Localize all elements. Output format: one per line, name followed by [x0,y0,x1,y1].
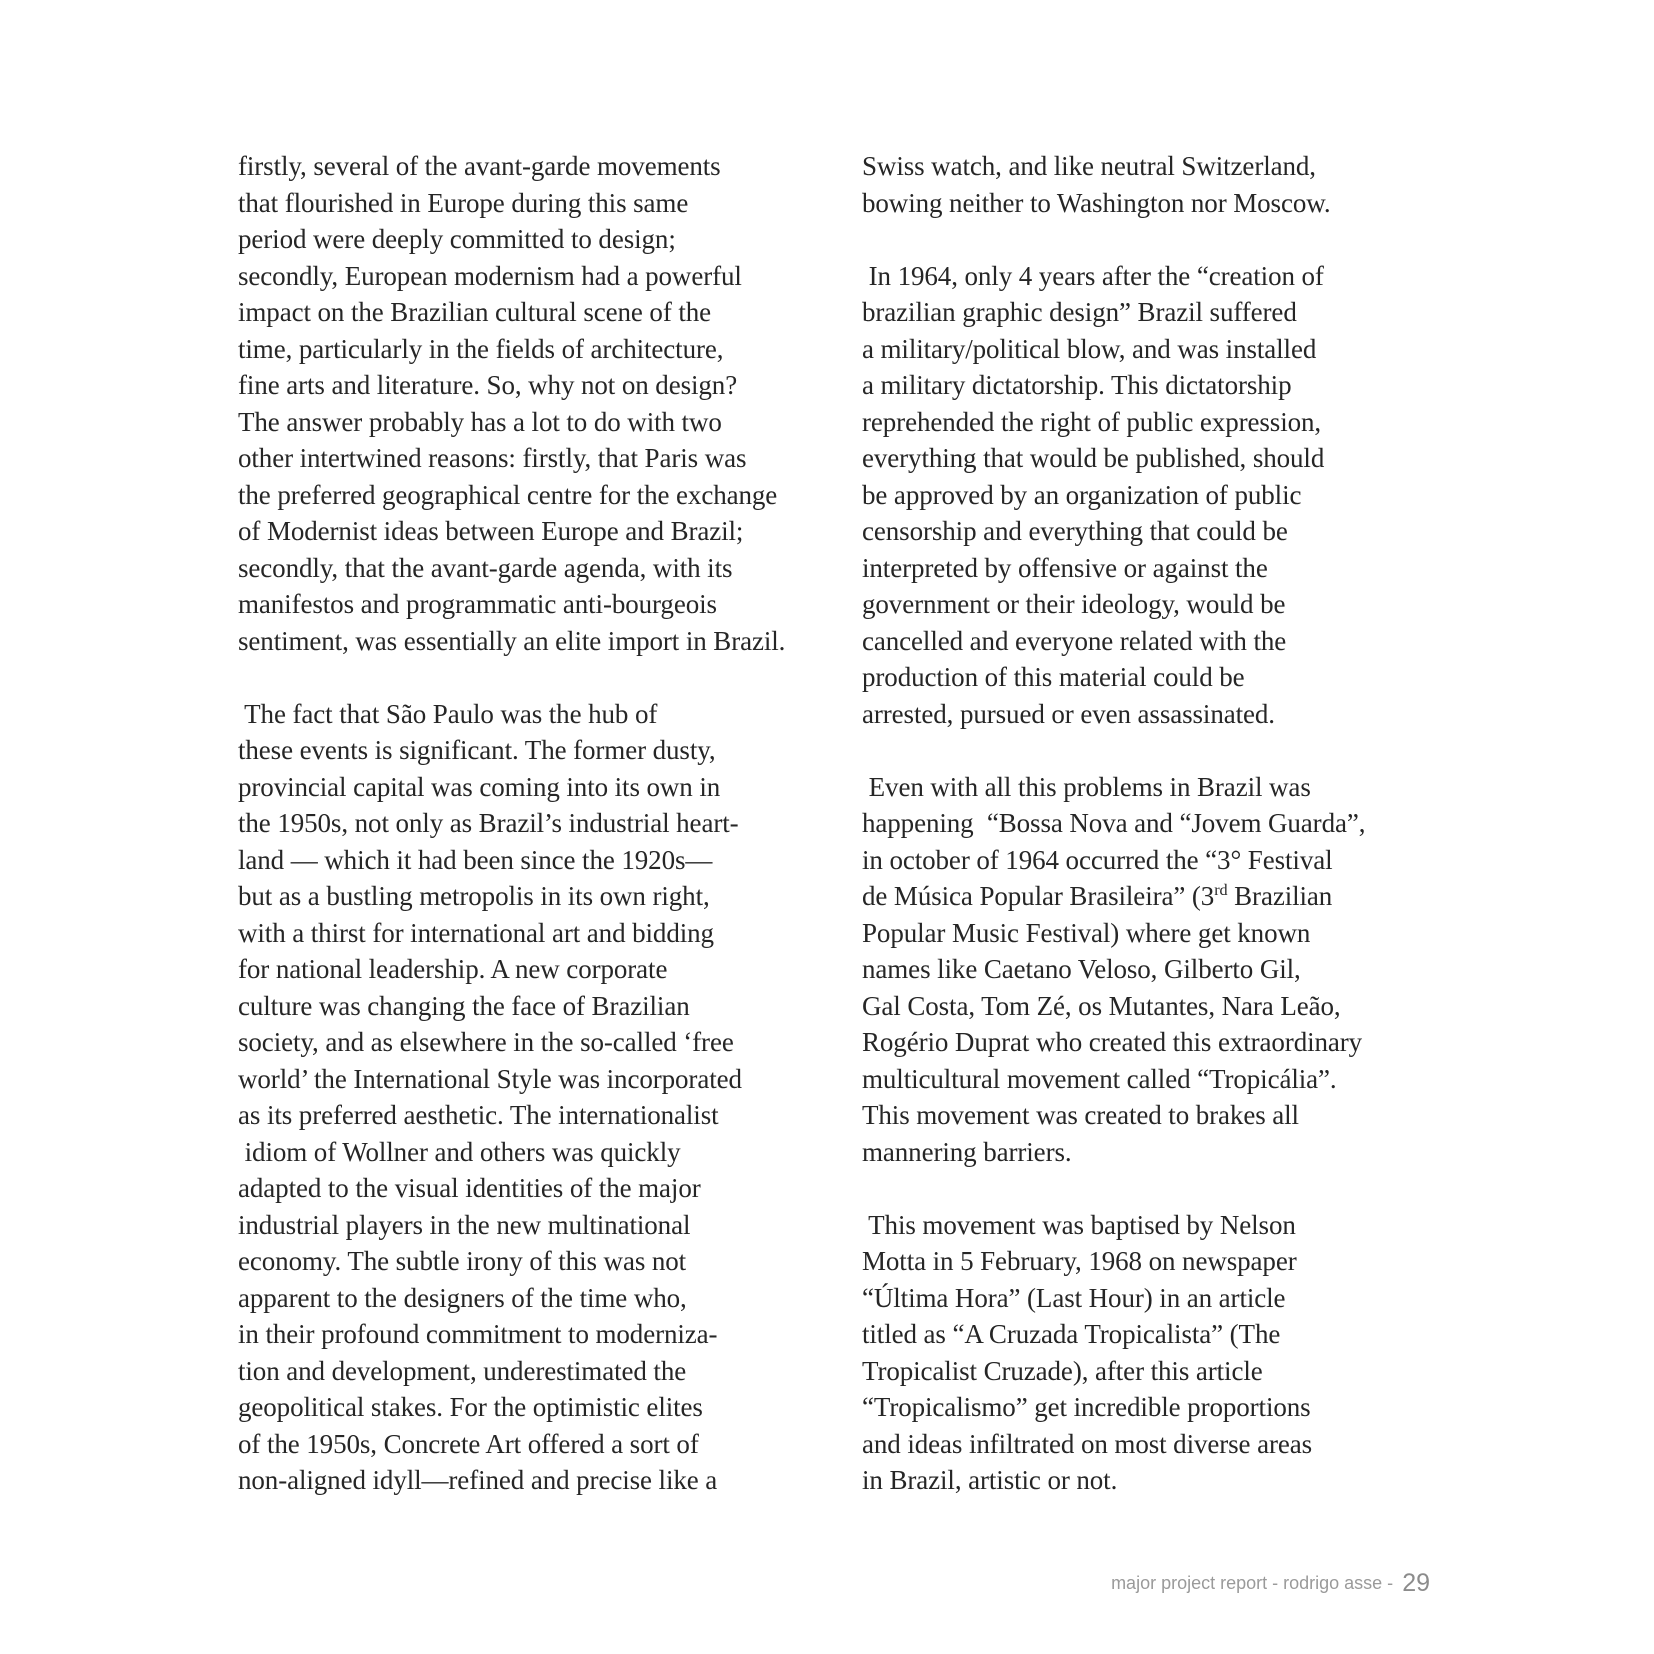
text-line: in october of 1964 occurred the “3° Festival [862,844,1333,875]
text-line: The answer probably has a lot to do with two [238,406,722,437]
text-line: apparent to the designers of the time who, [238,1282,687,1313]
text-line: impact on the Brazilian cultural scene of the [238,297,712,327]
text-line: fine arts and literature. So, why not on design? [238,370,738,400]
text-line: economy. The subtle irony of this was not [238,1246,687,1276]
text-line: as its preferred aesthetic. The internationalist [238,1100,719,1130]
text-line: other intertwined reasons: firstly, that Paris was [238,443,747,473]
text-line: firstly, several of the avant-garde movements [238,151,721,181]
paragraph-gap [238,659,808,696]
text-line: government or their ideology, would be [862,589,1286,619]
text-line: titled as “A Cruzada Tropicalista” (The [862,1319,1281,1349]
text-line: secondly, that the avant-garde agenda, with its [238,552,733,583]
text-line: land — which it had been since the 1920s— [238,844,713,875]
text-line: Motta in 5 February, 1968 on newspaper [862,1246,1297,1276]
text-line: arrested, pursued or even assassinated. [862,698,1275,729]
page-number: 29 [1402,1569,1430,1597]
text-line: geopolitical stakes. For the optimistic elites [238,1392,703,1422]
text-line: Swiss watch, and like neutral Switzerland, [862,151,1316,181]
text-line: Even with all this problems in Brazil was [862,771,1311,802]
text-line: everything that would be published, should [862,443,1325,473]
paragraph-gap [862,732,1442,769]
right-paragraph-3 [862,769,1442,1171]
right-paragraph-1 [862,148,1442,221]
text-fragment: de Música Popular Brasileira” (3 [862,881,1215,911]
text-line: Tropicalist Cruzade), after this article [862,1355,1263,1386]
text-line: reprehended the right of public expression, [862,406,1322,437]
right-paragraph-4 [862,1207,1442,1499]
text-line: period were deeply committed to design; [238,224,676,254]
text-line: in Brazil, artistic or not. [862,1465,1118,1495]
text-line: The fact that São Paulo was the hub of [238,698,658,729]
text-line: of the 1950s, Concrete Art offered a sort of [238,1428,699,1459]
right-column [862,148,1442,1499]
text-line: brazilian graphic design” Brazil suffered [862,297,1297,327]
text-line: “Tropicalismo” get incredible proportions [862,1392,1311,1422]
text-line: interpreted by offensive or against the [862,552,1268,583]
text-line: a military dictatorship. This dictatorship [862,370,1292,400]
text-line: sentiment, was essentially an elite import in Brazil. [238,625,786,656]
text-line: production of this material could be [862,662,1245,692]
text-line: be approved by an organization of public [862,479,1302,510]
left-column [238,148,808,1499]
text-fragment: Brazilian [1227,881,1333,911]
text-line: with a thirst for international art and bidding [238,917,714,948]
text-line: adapted to the visual identities of the major [238,1173,701,1203]
text-line: these events is significant. The former dusty, [238,735,716,765]
text-line: In 1964, only 4 years after the “creation of [862,260,1324,291]
text-line-with-superscript [862,878,1442,915]
text-line: censorship and everything that could be [862,516,1288,546]
text-line: for national leadership. A new corporate [238,954,668,984]
text-line: world’ the International Style was incorporated [238,1063,742,1094]
text-line: bowing neither to Washington nor Moscow. [862,187,1331,218]
text-line: in their profound commitment to moderniza- [238,1319,718,1349]
text-line: time, particularly in the fields of architecture, [238,333,724,364]
text-line: idiom of Wollner and others was quickly [238,1136,681,1167]
text-line: of Modernist ideas between Europe and Brazil; [238,516,744,546]
text-line: happening “Bossa Nova and “Jovem Guarda”, [862,808,1366,838]
text-line: society, and as elsewhere in the so-called ‘free [238,1027,734,1057]
text-line: industrial players in the new multinational [238,1209,691,1240]
text-line: that flourished in Europe during this same [238,187,689,218]
left-paragraph-1 [238,148,808,659]
text-line: Rogério Duprat who created this extraordinary [862,1027,1363,1057]
text-line: This movement was created to brakes all [862,1100,1299,1130]
text-line: tion and development, underestimated the [238,1355,687,1386]
text-line: secondly, European modernism had a powerful [238,260,742,291]
footer-label: major project report - rodrigo asse - [1111,1573,1394,1593]
text-line: a military/political blow, and was installed [862,333,1317,364]
ordinal-superscript: rd [1214,881,1228,899]
text-line: the 1950s, not only as Brazil’s industrial heart- [238,808,739,838]
text-line: and ideas infiltrated on most diverse areas [862,1428,1313,1459]
text-line: non-aligned idyll—refined and precise like a [238,1465,718,1495]
text-line: the preferred geographical centre for the exchange [238,479,778,510]
text-line: multicultural movement called “Tropicália”. [862,1063,1337,1094]
text-line: but as a bustling metropolis in its own right, [238,881,710,911]
text-line: culture was changing the face of Brazilian [238,990,690,1021]
text-line: provincial capital was coming into its own in [238,771,721,802]
text-line: “Última Hora” (Last Hour) in an article [862,1282,1286,1313]
text-line: Gal Costa, Tom Zé, os Mutantes, Nara Leão, [862,990,1341,1021]
left-paragraph-2 [238,696,808,1499]
text-line: This movement was baptised by Nelson [862,1209,1296,1240]
right-paragraph-2 [862,258,1442,733]
text-line: Popular Music Festival) where get known [862,917,1311,948]
text-line: cancelled and everyone related with the [862,625,1287,656]
text-line: manifestos and programmatic anti-bourgeois [238,589,717,619]
page-footer [1111,1569,1430,1597]
text-line: names like Caetano Veloso, Gilberto Gil, [862,954,1301,984]
text-line: mannering barriers. [862,1136,1072,1167]
paragraph-gap [862,221,1442,258]
paragraph-gap [862,1170,1442,1207]
